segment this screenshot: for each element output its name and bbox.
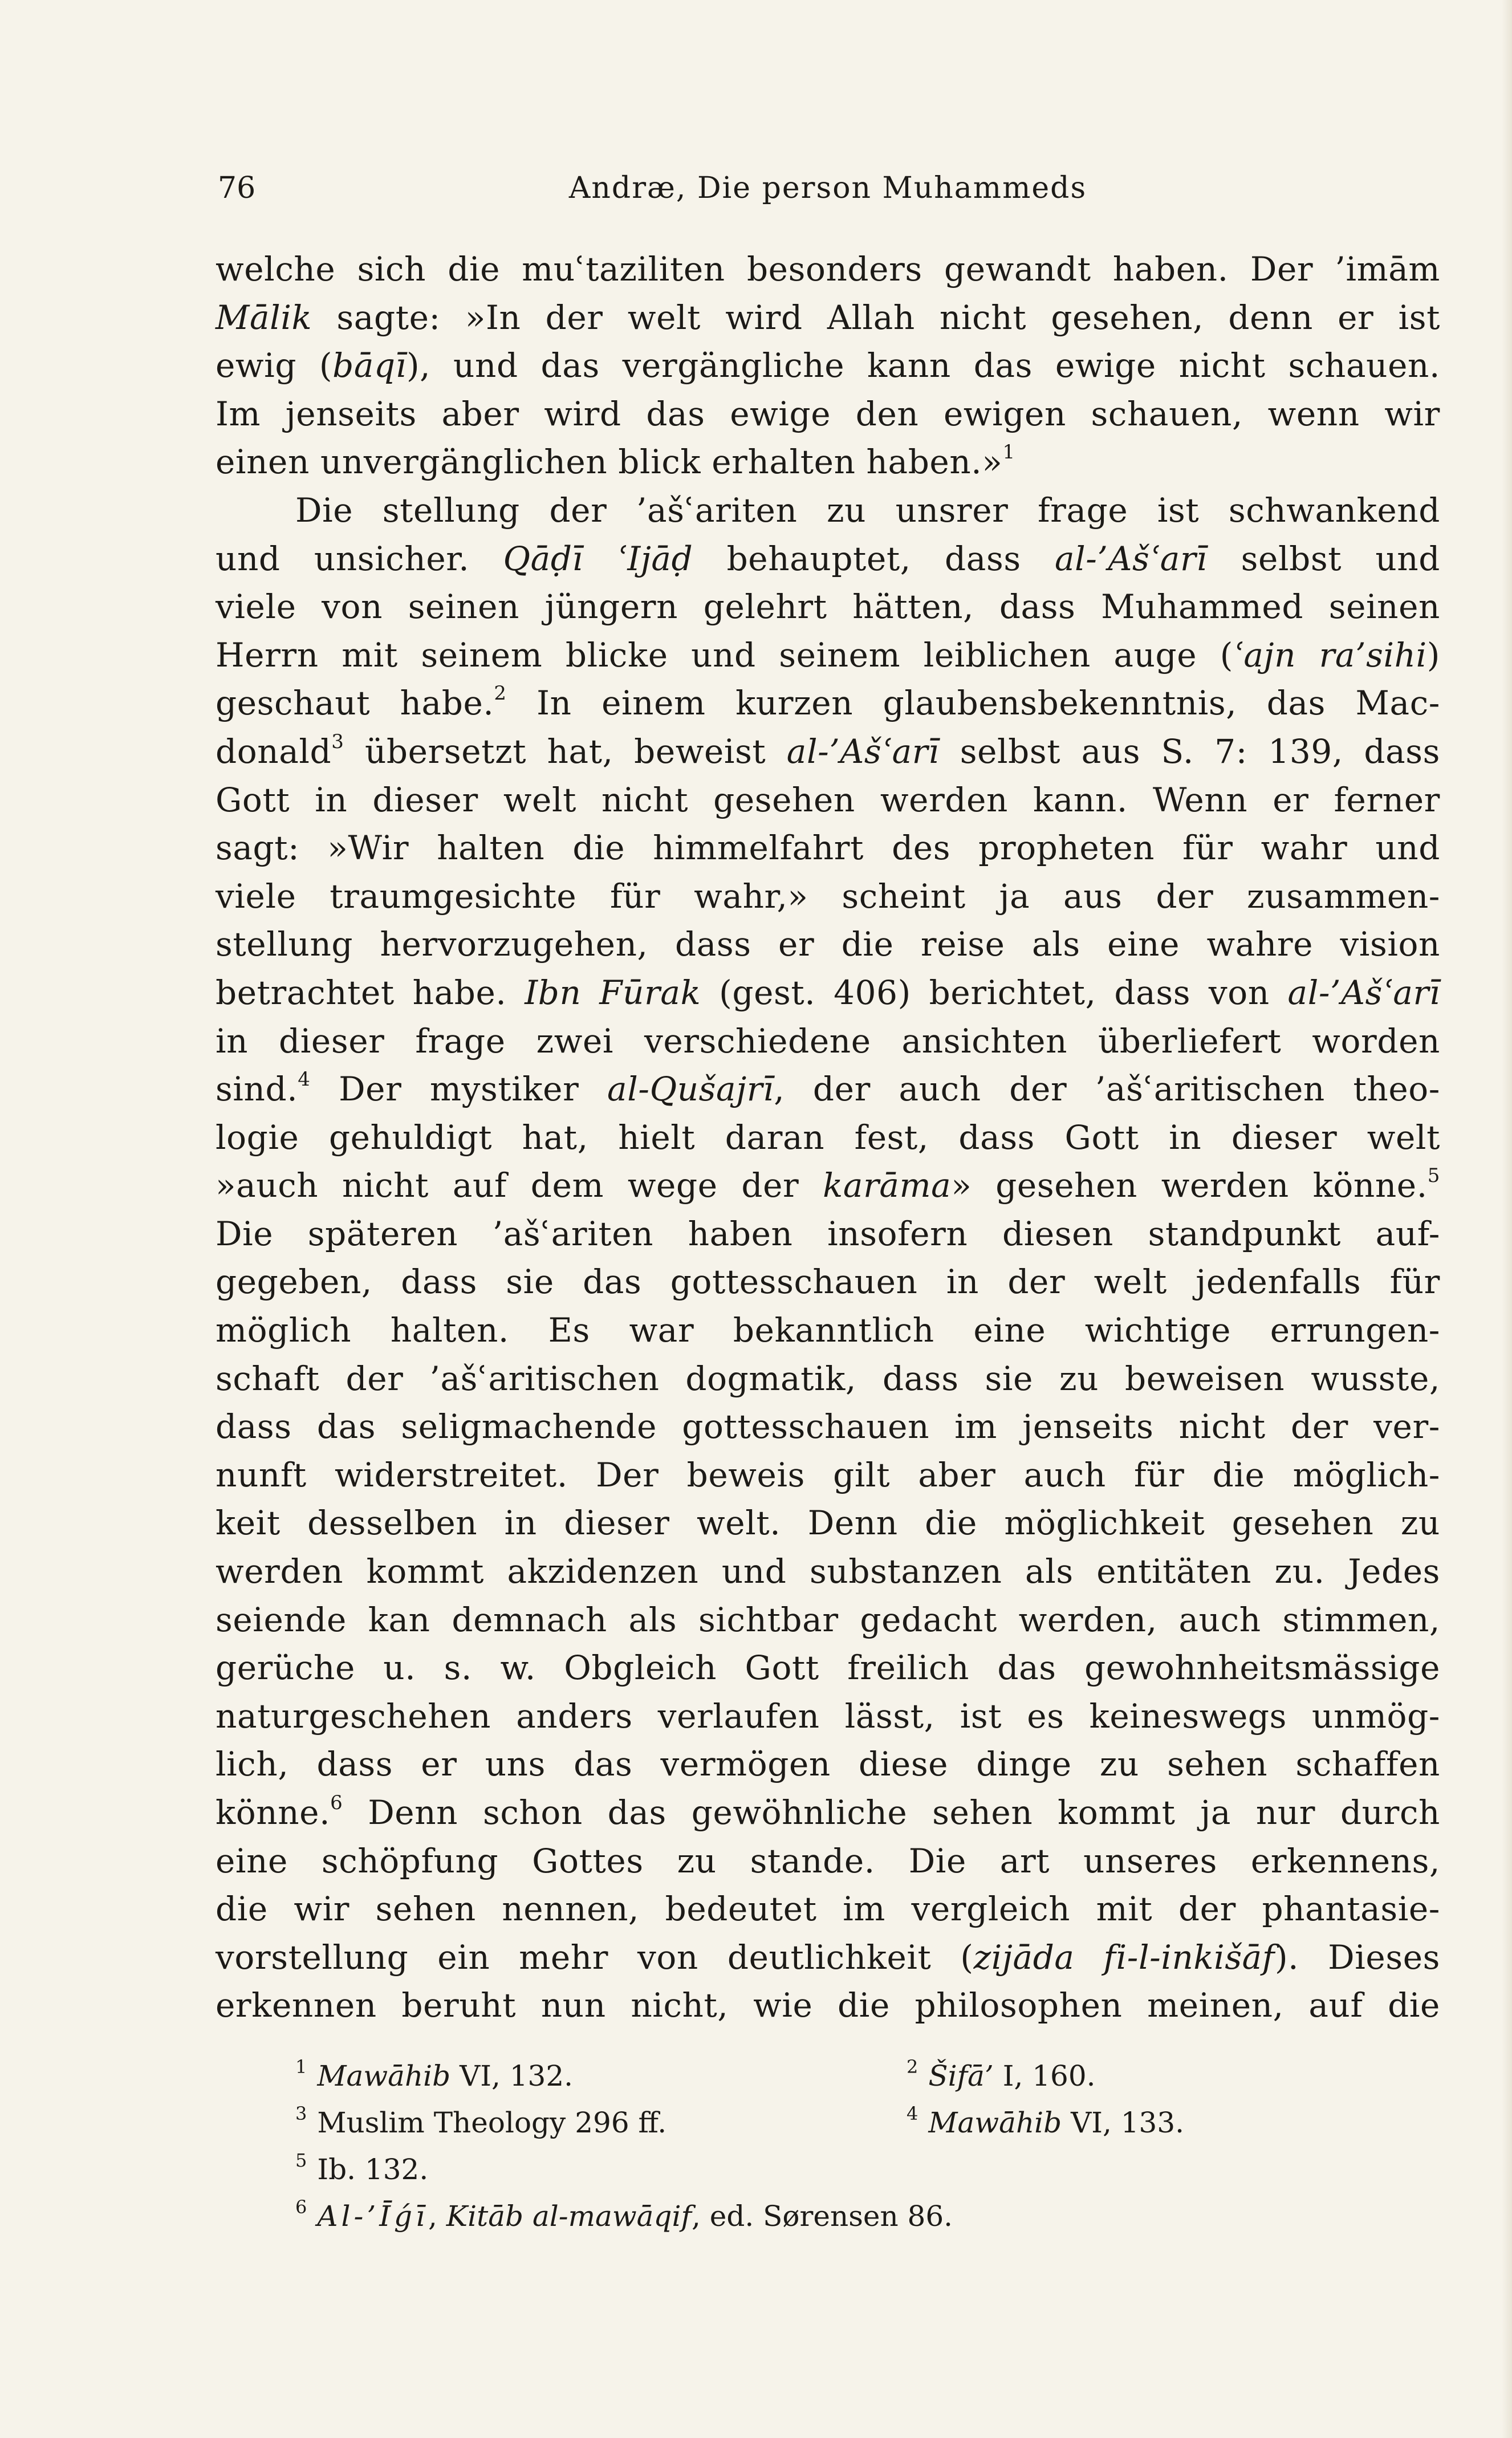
text-line: keit desselben in dieser welt. Denn die möglichkeit gesehen zu — [216, 1504, 1440, 1543]
running-head: Andræ, Die person Muhammeds — [568, 171, 1087, 205]
footnotes — [295, 2053, 1379, 2240]
text-line: welche sich die muʿtaziliten besonders gewandt haben. Der ’imām — [216, 250, 1440, 289]
text-line: Die stellung der ’ašʿariten zu unsrer frage ist schwankend — [295, 490, 1440, 530]
text-line: Herrn mit seinem blicke und seinem leiblichen auge (ʿajn ra’sihi) — [216, 635, 1440, 674]
footnote-4: $^4$ Mawāhib VI, 133. — [907, 2103, 1185, 2139]
footnote-6: $^6$ Al-’Īǵī, Kitāb al-mawāqif, ed. Sørensen 86. — [295, 2196, 953, 2233]
text-line: geschaut habe.$^2$ In einem kurzen glaubensbekenntnis, das Mac- — [216, 682, 1440, 723]
footnote-row — [295, 2053, 1379, 2099]
text-line: nunft widerstreitet. Der beweis gilt aber auch für die möglich- — [216, 1455, 1440, 1494]
footnote-1: $^1$ Mawāhib VI, 132. — [295, 2056, 574, 2092]
text-line: werden kommt akzidenzen und substanzen als entitäten zu. Jedes — [216, 1552, 1440, 1591]
footnote-3: $^3$ Muslim Theology 296 ff. — [295, 2103, 667, 2139]
scan-edge — [1502, 0, 1512, 2438]
text-line: naturgeschehen anders verlaufen lässt, ist es keineswegs unmög- — [216, 1696, 1440, 1736]
footnote-ref: 1 — [1002, 441, 1015, 464]
page-number: 76 — [218, 171, 256, 205]
text-line: in dieser frage zwei verschiedene ansichten überliefert worden — [216, 1021, 1440, 1060]
footnote-ref: 2 — [494, 682, 507, 705]
text-line: vorstellung ein mehr von deutlichkeit (zijāda fi-l-inkišāf). Dieses — [216, 1937, 1440, 1977]
text-line: viele traumgesichte für wahr,» scheint ja aus der zusammen- — [216, 876, 1440, 916]
text-line: ewig (bāqī), und das vergängliche kann das ewige nicht schauen. — [216, 346, 1441, 385]
text-line: betrachtet habe. Ibn Fūrak (gest. 406) berichtet, dass von al-’Ašʿarī — [216, 973, 1441, 1012]
text-line: einen unvergänglichen blick erhalten haben.»$^1$ — [216, 441, 1015, 482]
text-line: »auch nicht auf dem wege der karāma» gesehen werden könne.$^5$ — [216, 1164, 1440, 1205]
text-line: und unsicher. Qāḍī ʿIjāḍ behauptet, dass al-’Ašʿarī selbst und — [216, 539, 1440, 578]
footnote-2: $^2$ Šifā’ I, 160. — [907, 2056, 1096, 2092]
footnote-5: $^5$ Ib. 132. — [295, 2149, 429, 2186]
document-page — [216, 0, 1440, 2438]
footnote-row — [295, 2146, 1379, 2193]
page-header — [216, 165, 1440, 211]
footnote-ref: 4 — [298, 1068, 311, 1091]
footnote-ref: 6 — [330, 1791, 343, 1814]
footnote-ref: 5 — [1427, 1164, 1440, 1188]
text-line: logie gehuldigt hat, hielt daran fest, dass Gott in dieser welt — [216, 1118, 1440, 1157]
text-line: eine schöpfung Gottes zu stande. Die art unseres erkennens, — [216, 1841, 1440, 1880]
text-line: schaft der ’ašʿaritischen dogmatik, dass sie zu beweisen wusste, — [216, 1359, 1440, 1398]
text-line: sagt: »Wir halten die himmelfahrt des propheten für wahr und — [216, 828, 1440, 868]
text-line: möglich halten. Es war bekanntlich eine wichtige errungen- — [216, 1311, 1440, 1350]
text-line: stellung hervorzugehen, dass er die reise als eine wahre vision — [216, 925, 1440, 964]
text-line: Mālik sagte: »In der welt wird Allah nicht gesehen, denn er ist — [216, 298, 1440, 337]
text-line: seiende kan demnach als sichtbar gedacht werden, auch stimmen, — [216, 1600, 1440, 1639]
footnote-ref: 3 — [331, 730, 344, 753]
text-line: dass das seligmachende gottesschauen im jenseits nicht der ver- — [216, 1407, 1440, 1446]
text-line: Gott in dieser welt nicht gesehen werden kann. Wenn er ferner — [216, 780, 1440, 819]
text-line: donald$^3$ übersetzt hat, beweist al-’Ašʿarī selbst aus S. 7: 139, dass — [216, 730, 1440, 771]
text-line: gegeben, dass sie das gottesschauen in der welt jedenfalls für — [216, 1262, 1440, 1302]
text-line: Die späteren ’ašʿariten haben insofern diesen standpunkt auf- — [216, 1214, 1440, 1253]
text-line: lich, dass er uns das vermögen diese dinge zu sehen schaffen — [216, 1745, 1440, 1784]
text-line: erkennen beruht nun nicht, wie die philosophen meinen, auf die — [216, 1986, 1440, 2025]
footnote-row — [295, 2099, 1379, 2146]
text-line: sind.$^4$ Der mystiker al-Qušajrī, der auch der ’ašʿaritischen theo- — [216, 1068, 1440, 1109]
text-line: viele von seinen jüngern gelehrt hätten, dass Muhammed seinen — [216, 587, 1440, 627]
body-text — [216, 245, 1440, 2030]
footnote-row — [295, 2193, 1379, 2240]
text-line: Im jenseits aber wird das ewige den ewigen schauen, wenn wir — [216, 394, 1440, 433]
text-line: könne.$^6$ Denn schon das gewöhnliche sehen kommt ja nur durch — [216, 1791, 1440, 1832]
text-line: gerüche u. s. w. Obgleich Gott freilich das gewohnheitsmässige — [216, 1648, 1440, 1688]
text-line: die wir sehen nennen, bedeutet im vergleich mit der phantasie- — [216, 1890, 1440, 1929]
